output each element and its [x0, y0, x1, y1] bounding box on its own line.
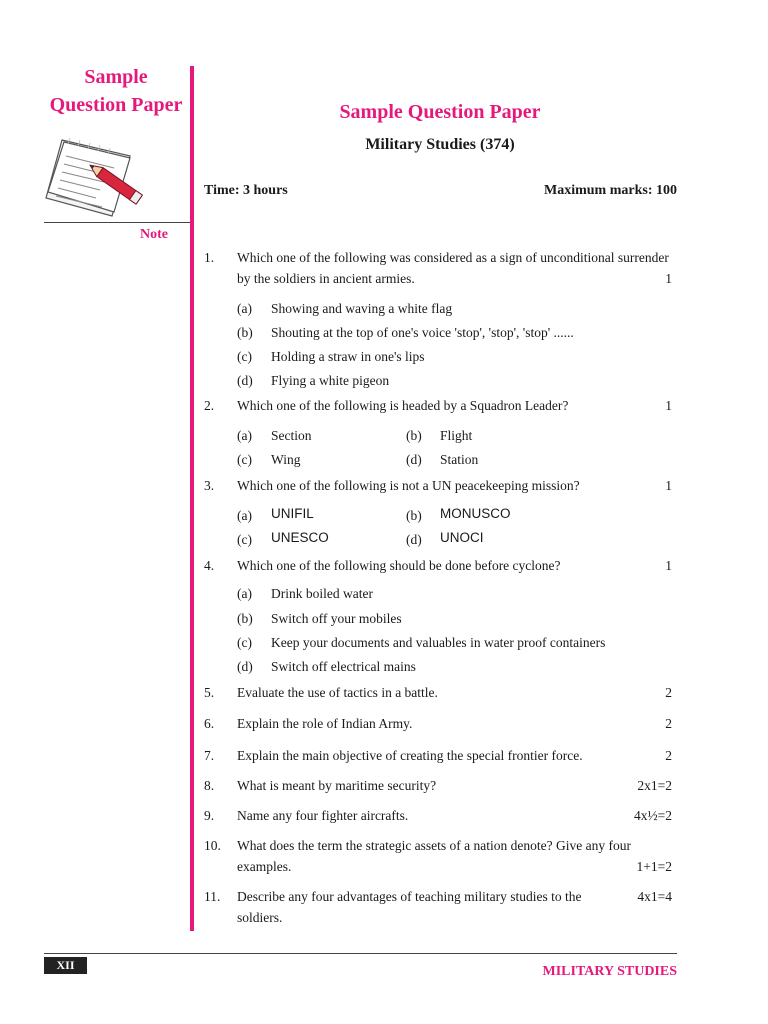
- question-marks: 1+1=2: [636, 859, 672, 874]
- question-text-cont: examples.: [237, 859, 292, 874]
- question-text-cont: by the soldiers in ancient armies.: [237, 271, 415, 286]
- option-text: MONUSCO: [440, 506, 511, 521]
- question-number: 6.: [204, 716, 215, 731]
- question-number: 9.: [204, 808, 215, 823]
- question-text: Evaluate the use of tactics in a battle.: [237, 685, 438, 700]
- page-subtitle: Military Studies (374): [365, 136, 515, 153]
- option-label: (a): [237, 301, 252, 316]
- option-text: Flying a white pigeon: [271, 373, 390, 388]
- option-text: Drink boiled water: [271, 586, 373, 601]
- option-text: Shouting at the top of one's voice 'stop', 'stop', 'stop' ......: [271, 325, 574, 340]
- question-text: What is meant by maritime security?: [237, 778, 437, 793]
- option-label: (d): [406, 452, 422, 467]
- option-text: Keep your documents and valuables in water proof containers: [271, 635, 606, 650]
- question-number: 5.: [204, 685, 215, 700]
- question-text: Which one of the following is headed by a Squadron Leader?: [237, 398, 569, 413]
- option-label: (d): [237, 659, 253, 674]
- question-number: 7.: [204, 748, 215, 763]
- sidebar-title-line2: Question Paper: [49, 94, 183, 116]
- option-label: (c): [237, 635, 252, 650]
- question-number: 4.: [204, 558, 215, 573]
- page-title: Sample Question Paper: [339, 101, 541, 123]
- question-text: What does the term the strategic assets of a nation denote? Give any four: [237, 838, 631, 853]
- option-text: Switch off your mobiles: [271, 611, 402, 626]
- option-label: (a): [237, 508, 252, 523]
- option-text: UNESCO: [271, 530, 329, 545]
- sidebar-title-line1: Sample: [84, 66, 148, 88]
- option-label: (b): [406, 428, 422, 443]
- question-text: Which one of the following should be done before cyclone?: [237, 558, 561, 573]
- question-marks: 2: [665, 748, 672, 763]
- page-badge: XII: [44, 957, 87, 974]
- option-label: (d): [406, 532, 422, 547]
- question-number: 1.: [204, 250, 215, 265]
- option-text: Switch off electrical mains: [271, 659, 416, 674]
- option-label: (b): [406, 508, 422, 523]
- option-text: Showing and waving a white flag: [271, 301, 453, 316]
- option-text: UNOCI: [440, 530, 484, 545]
- question-text: Explain the main objective of creating the special frontier force.: [237, 748, 583, 763]
- note-divider: [44, 222, 190, 223]
- option-label: (a): [237, 586, 252, 601]
- question-marks: 1: [665, 398, 672, 413]
- option-text: Station: [440, 452, 479, 467]
- question-text: Which one of the following was considered as a sign of unconditional surrender: [237, 250, 669, 265]
- question-marks: 2: [665, 685, 672, 700]
- option-label: (c): [237, 349, 252, 364]
- question-marks: 4x1=4: [637, 889, 672, 904]
- question-marks: 2: [665, 716, 672, 731]
- option-label: (d): [237, 373, 253, 388]
- question-marks: 1: [665, 271, 672, 286]
- footer-subject: MILITARY STUDIES: [542, 964, 677, 979]
- option-label: (b): [237, 611, 253, 626]
- question-number: 2.: [204, 398, 215, 413]
- question-number: 11.: [204, 889, 221, 904]
- option-text: UNIFIL: [271, 506, 314, 521]
- question-text: Which one of the following is not a UN peacekeeping mission?: [237, 478, 580, 493]
- option-text: Wing: [271, 452, 301, 467]
- question-marks: 4x½=2: [634, 808, 672, 823]
- notepad-pencil-icon: [44, 134, 154, 222]
- max-marks: Maximum marks: 100: [544, 183, 677, 198]
- footer-divider: [44, 953, 677, 954]
- option-label: (a): [237, 428, 252, 443]
- question-marks: 2x1=2: [637, 778, 672, 793]
- question-text: Name any four fighter aircrafts.: [237, 808, 409, 823]
- question-number: 10.: [204, 838, 221, 853]
- option-label: (b): [237, 325, 253, 340]
- time-allowed: Time: 3 hours: [204, 183, 288, 198]
- question-number: 3.: [204, 478, 215, 493]
- option-text: Section: [271, 428, 312, 443]
- question-marks: 1: [665, 478, 672, 493]
- question-marks: 1: [665, 558, 672, 573]
- question-text: Explain the role of Indian Army.: [237, 716, 413, 731]
- question-number: 8.: [204, 778, 215, 793]
- option-label: (c): [237, 532, 252, 547]
- option-label: (c): [237, 452, 252, 467]
- question-text: Describe any four advantages of teaching military studies to the soldiers.: [237, 889, 582, 925]
- option-text: Flight: [440, 428, 473, 443]
- option-text: Holding a straw in one's lips: [271, 349, 425, 364]
- margin-bar: [190, 66, 194, 931]
- note-label: Note: [140, 227, 168, 242]
